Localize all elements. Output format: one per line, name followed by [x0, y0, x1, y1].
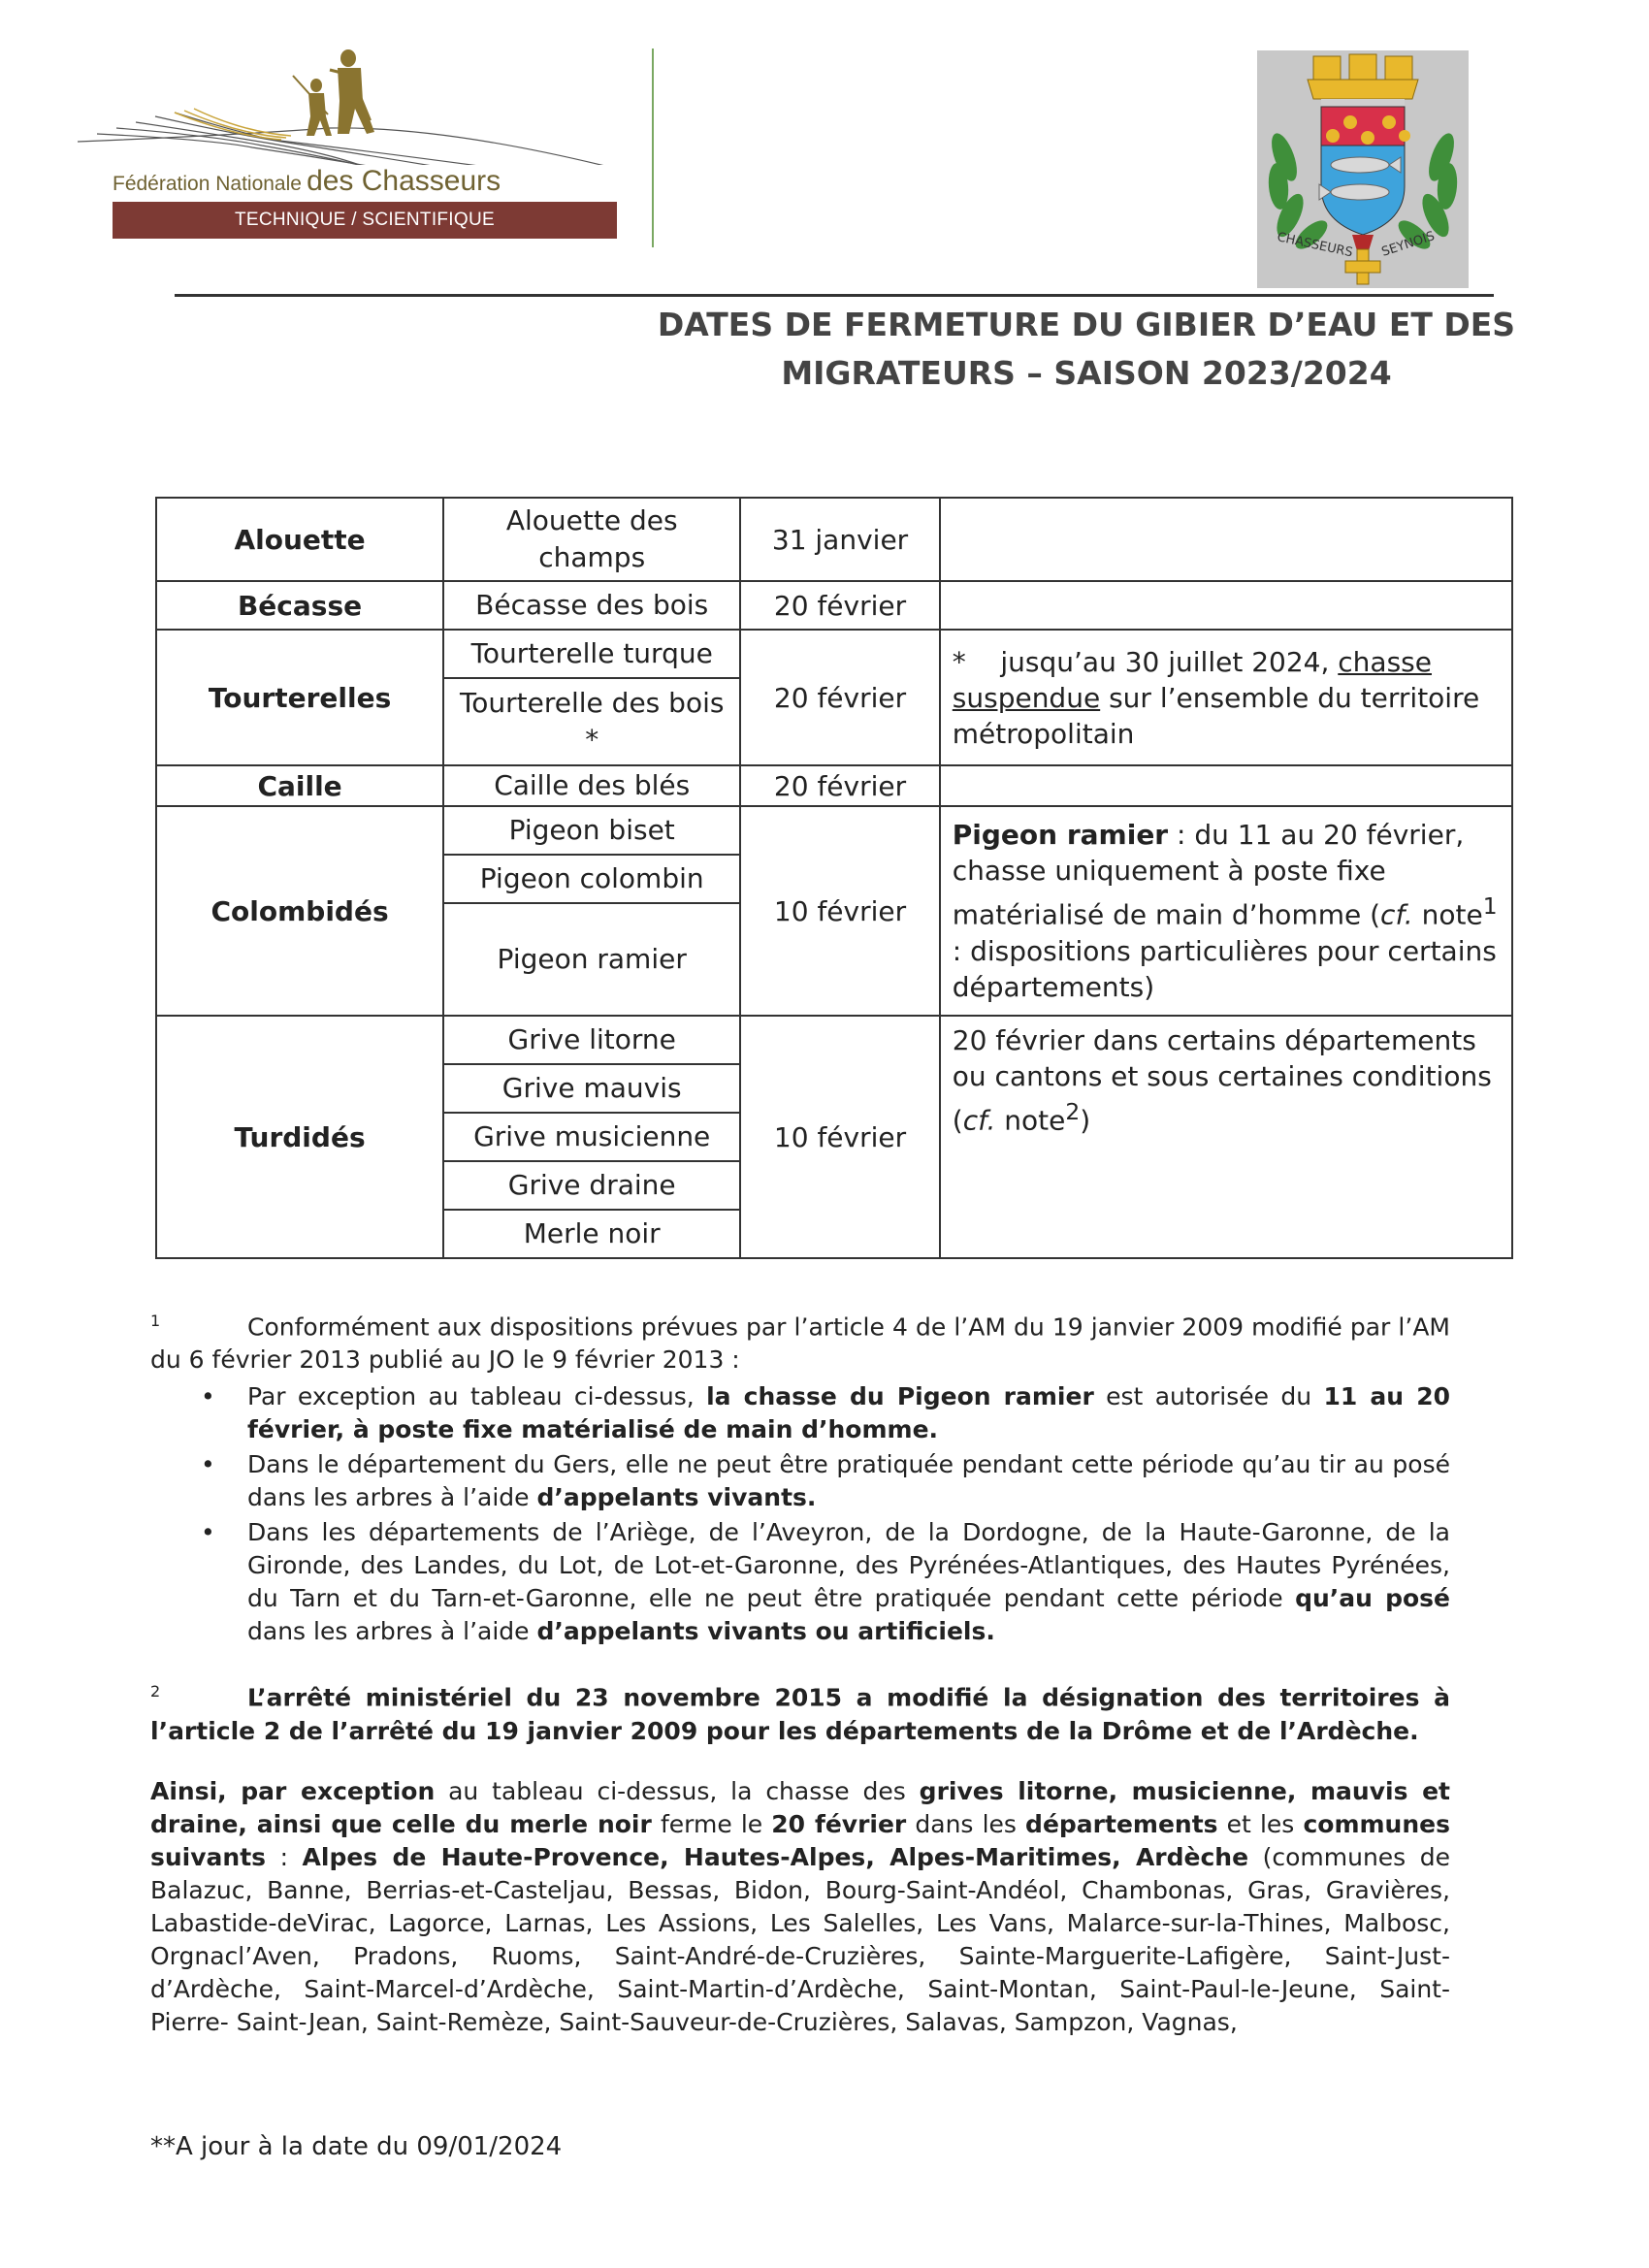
note-cell: 20 février dans certains départements ou cantons et sous certaines conditions (cf. note$^2$) — [940, 1016, 1512, 1258]
note-cell — [940, 765, 1512, 806]
species-cell: Grive litorne — [443, 1016, 740, 1064]
table-row — [156, 581, 1512, 630]
table-row — [156, 630, 1512, 678]
list-item: • Par exception au tableau ci-dessus, la chasse du Pigeon ramier est autorisée du 11 au 20 février, à poste fixe matérialisé de main d’homme. — [201, 1382, 1450, 1444]
closing-date-cell: 10 février — [740, 806, 939, 1016]
species-cell: Tourterelle des bois * — [443, 678, 740, 765]
group-cell: Turdidés — [156, 1016, 443, 1258]
suspended-hunting-emphasis: chasse suspendue — [952, 645, 1432, 714]
species-cell: Grive draine — [443, 1161, 740, 1210]
list-item: • Dans les départements de l’Ariège, de l’Aveyron, de la Dordogne, de la Haute-Garonne, de la Gironde, des Landes, du Lot, de Lot-et-Garonne, des Pyrénées-Atlantiques, des Hautes Pyrénées, du Tarn et du Tarn-et-Garonne, elle ne peut être pratiquée pendant cette période qu’au posé dans les arbres à l’aide d’appelants vivants ou artificiels. — [201, 1518, 1451, 1646]
coat-of-arms-icon — [1257, 50, 1469, 288]
hunters-silhouette-icon — [78, 39, 621, 165]
species-cell: Pigeon colombin — [443, 855, 740, 903]
group-cell: Colombidés — [156, 806, 443, 1016]
note-cell: * jusqu’au 30 juillet 2024, chasse suspendue sur l’ensemble du territoire métropolitain — [940, 630, 1512, 765]
bullet-icon: • — [201, 1518, 215, 1547]
species-cell: Grive mauvis — [443, 1064, 740, 1113]
closing-date-cell: 20 février — [740, 765, 939, 806]
footnotes — [150, 1305, 1450, 2039]
species-cell: Alouette des champs — [443, 498, 740, 581]
header-separator — [652, 49, 654, 247]
footnote-2: 2 L’arrêté ministériel du 23 novembre 2015 a modifié la désignation des territoires à l’article 2 de l’arrêté du 19 janvier 2009 pour les départements de la Drôme et de l’Ardèche. — [150, 1682, 1450, 1745]
note-cell: Pigeon ramier : du 11 au 20 février, chasse uniquement à poste fixe matérialisé de main d’homme (cf. note$^1$ : dispositions particulières pour certains départements) — [940, 806, 1512, 1016]
species-cell: Merle noir — [443, 1210, 740, 1258]
fnc-logo — [78, 39, 621, 243]
closing-date-cell: 20 février — [740, 581, 939, 630]
closing-date-cell: 20 février — [740, 630, 939, 765]
group-cell: Alouette — [156, 498, 443, 581]
municipal-crest — [1257, 50, 1469, 288]
footnote-1: 1 Conformément aux dispositions prévues par l’article 4 de l’AM du 19 janvier 2009 modifié par l’AM du 6 février 2013 publié au JO le 9 février 2013 : — [150, 1312, 1450, 1375]
note-cell — [940, 581, 1512, 630]
department-band: TECHNIQUE / SCIENTIFIQUE — [113, 202, 617, 239]
group-cell: Bécasse — [156, 581, 443, 630]
footnote-ref[interactable]: 1 — [1482, 892, 1498, 921]
table-row — [156, 1016, 1512, 1064]
page-title: DATES DE FERMETURE DU GIBIER D’EAU ET DES MIGRATEURS – SAISON 2023/2024 — [657, 306, 1516, 392]
table-row — [156, 498, 1512, 581]
footnote-1-list — [150, 1380, 1450, 1648]
species-cell: Pigeon biset — [443, 806, 740, 855]
table-row — [156, 765, 1512, 806]
table-row — [156, 806, 1512, 855]
bullet-icon: • — [201, 1382, 215, 1411]
species-cell: Grive musicienne — [443, 1113, 740, 1161]
organization-name: Fédération Nationale des Chasseurs — [113, 165, 501, 197]
closing-dates-table — [155, 497, 1513, 1259]
species-cell: Pigeon ramier — [443, 903, 740, 1016]
update-date-note: **A jour à la date du 09/01/2024 — [150, 2132, 563, 2161]
group-cell: Caille — [156, 765, 443, 806]
closing-date-cell: 31 janvier — [740, 498, 939, 581]
header-rule — [175, 294, 1494, 297]
closing-date-cell: 10 février — [740, 1016, 939, 1258]
svg-text:CHASSEURS: CHASSEURS — [1276, 230, 1354, 261]
species-cell: Caille des blés — [443, 765, 740, 806]
note-cell — [940, 498, 1512, 581]
svg-text:SEYNOIS: SEYNOIS — [1379, 229, 1437, 260]
group-cell: Tourterelles — [156, 630, 443, 765]
species-cell: Bécasse des bois — [443, 581, 740, 630]
footnote-ref[interactable]: 2 — [1065, 1098, 1081, 1125]
exception-paragraph: Ainsi, par exception au tableau ci-dessus, la chasse des grives litorne, musicienne, mauvis et draine, ainsi que celle du merle noir ferme le 20 février dans les départements et les communes suivants : Alpes de Haute-Provence, Hautes-Alpes, Alpes-Maritimes, Ardèche (communes de Balazuc, Banne, Berrias-et-Casteljau, Bessas, Bidon, Bourg-Saint-Andéol, Chambonas, Gras, Gravières, Labastide-deVirac, Lagorce, Larnas, Les Assions, Les Salelles, Les Vans, Malarce-sur-la-Thines, Malbosc, Orgnacl’Aven, Pradons, Ruoms, Saint-André-de-Cruzières, Sainte-Marguerite-Lafigère, Saint-Just-d’Ardèche, Saint-Marcel-d’Ardèche, Saint-Martin-d’Ardèche, Saint-Montan, Saint-Paul-le-Jeune, Saint-Pierre- Saint-Jean, Saint-Remèze, Saint-Sauveur-de-Cruzières, Salavas, Sampzon, Vagnas, — [150, 1776, 1450, 2036]
species-cell: Tourterelle turque — [443, 630, 740, 678]
list-item: • Dans le département du Gers, elle ne peut être pratiquée pendant cette période qu’au tir au posé dans les arbres à l’aide d’appelants vivants. — [201, 1450, 1450, 1512]
bullet-icon: • — [201, 1450, 215, 1479]
